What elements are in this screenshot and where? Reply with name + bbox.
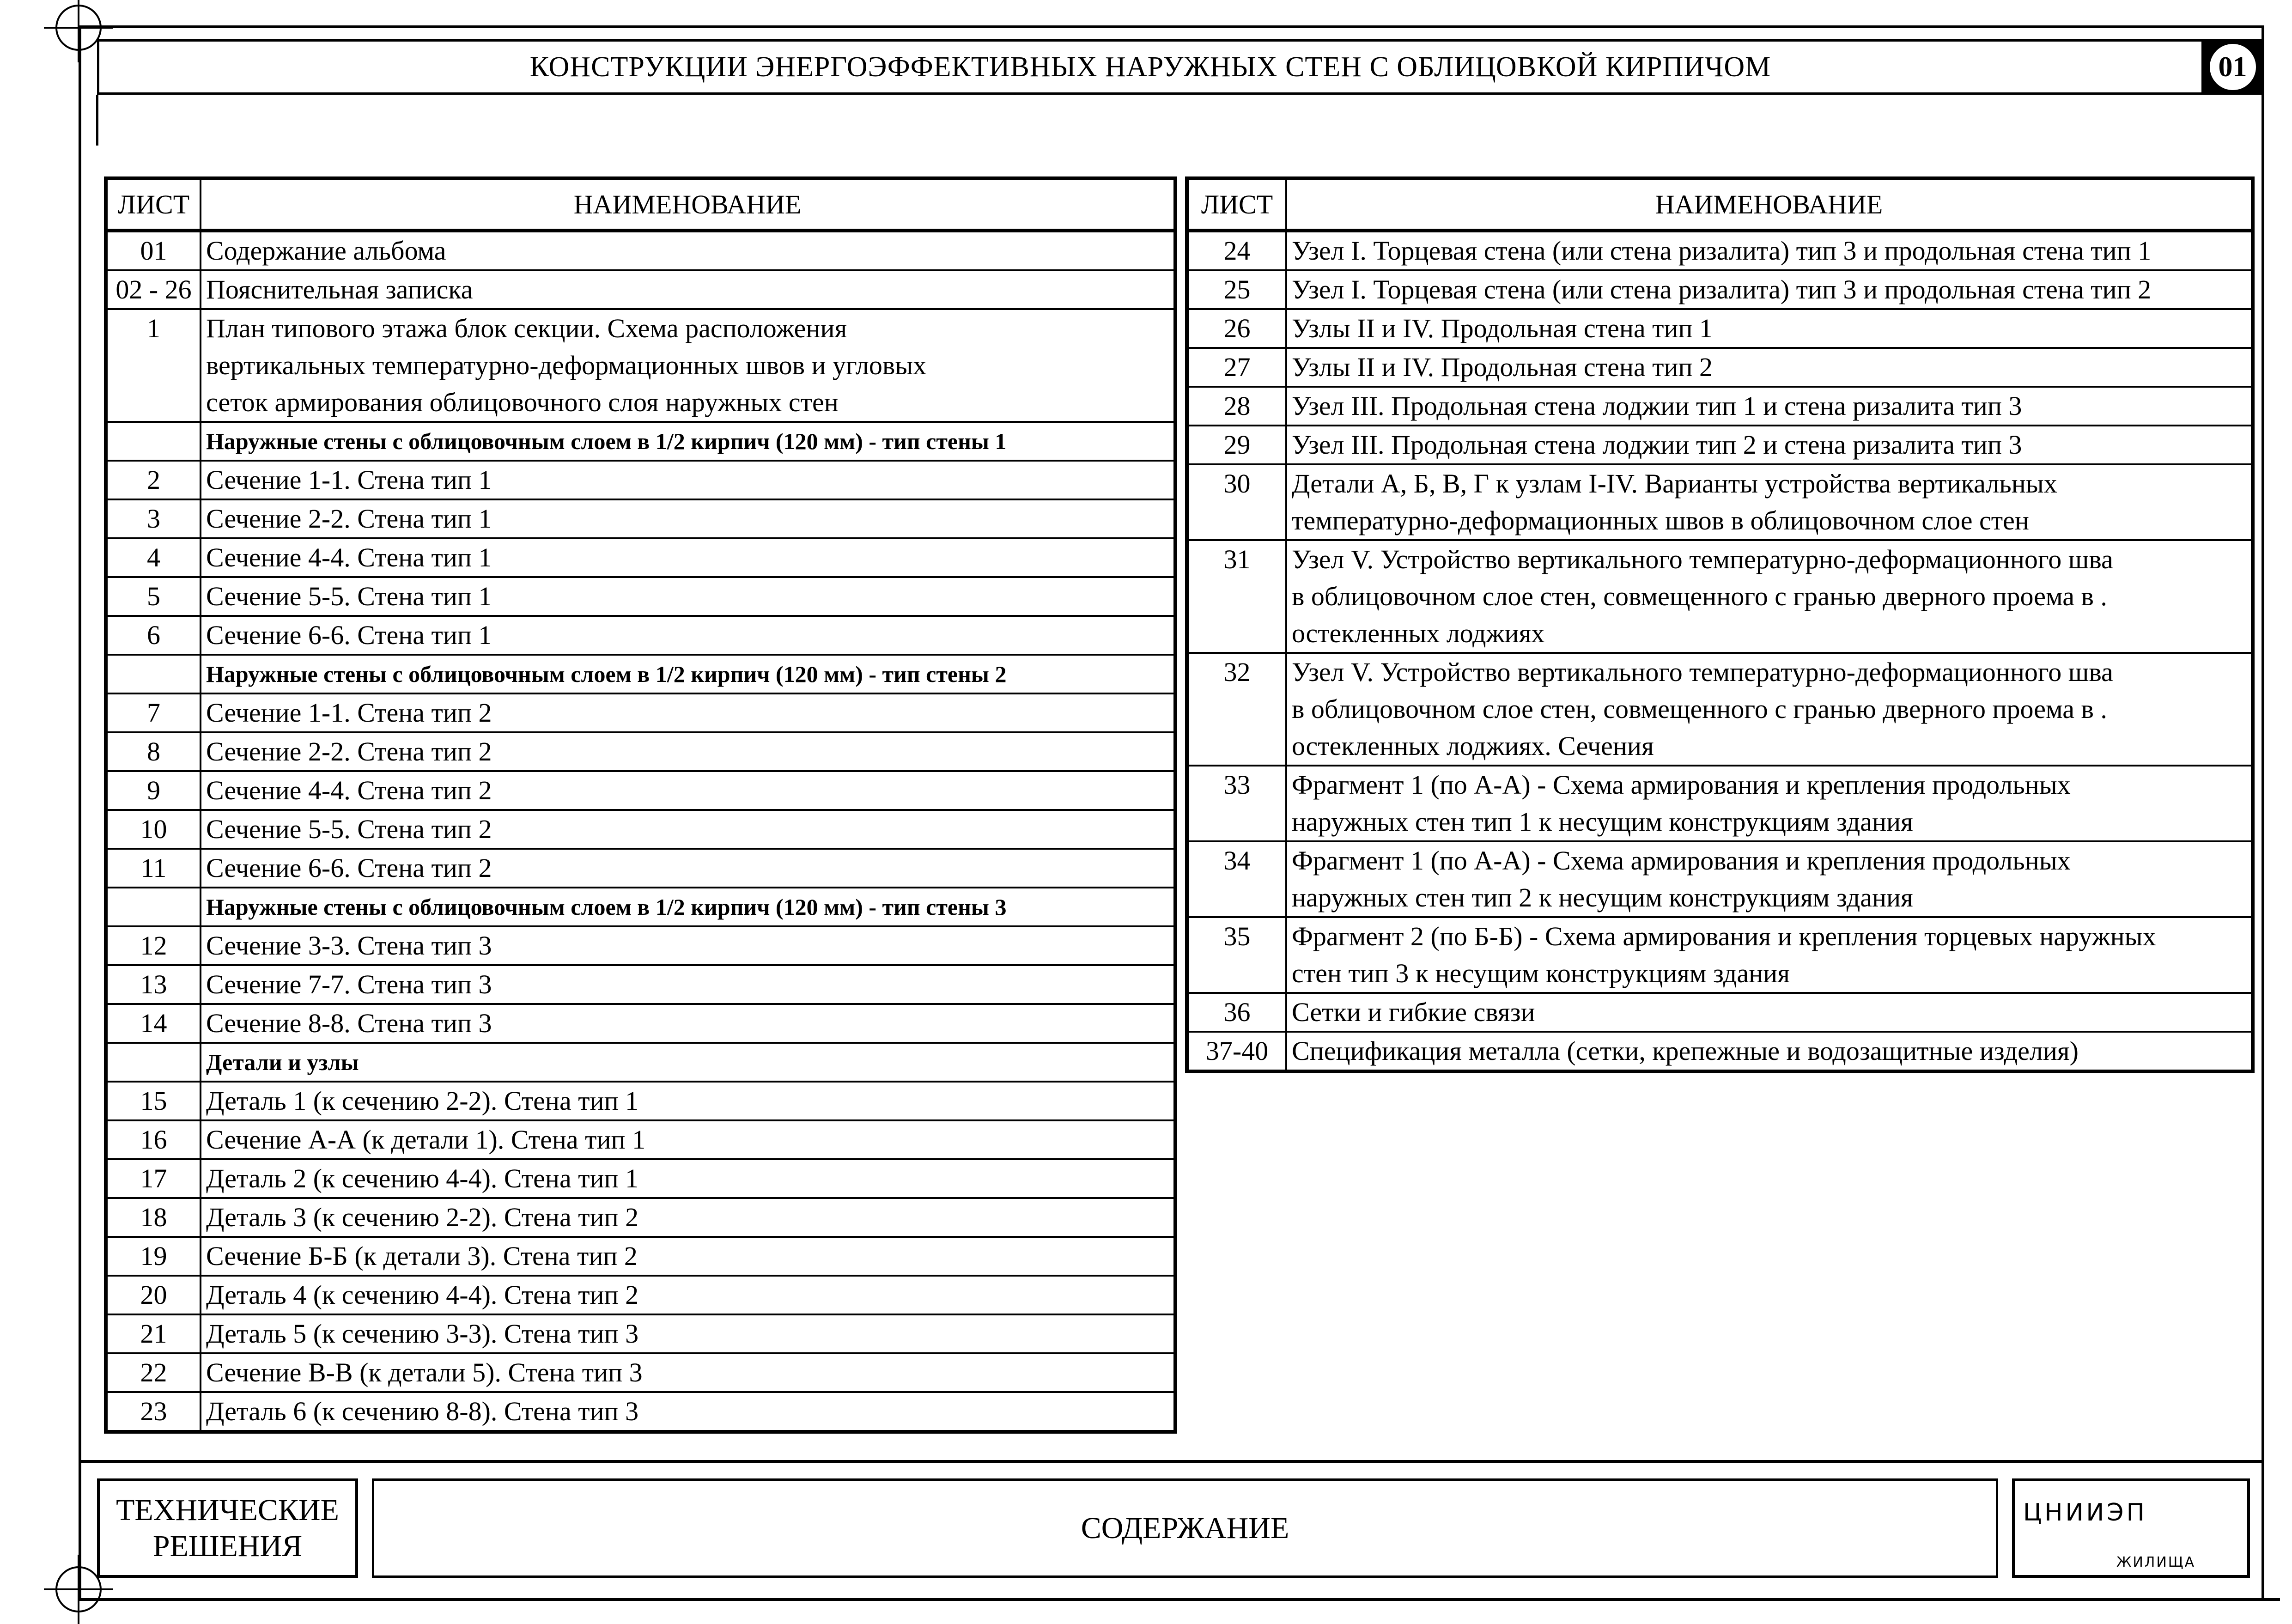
column-header-sheet: ЛИСТ [1187,178,1286,231]
sheet-number-cell: 11 [106,849,201,888]
sheet-name-line: Деталь 3 (к сечению 2-2). Стена тип 2 [206,1202,639,1232]
sheet-number-cell: 6 [106,616,201,655]
sheet-name-line: Наружные стены с облицовочным слоем в 1/2 кирпич (120 мм) - тип стены 3 [206,894,1007,920]
sheet-name-line: Сечение 5-5. Стена тип 1 [206,581,492,611]
sheet-number-cell: 33 [1187,766,1286,841]
sheet-name-line: вертикальных температурно-деформационных швов и угловых [206,350,927,380]
stamp-separator-line [79,1460,2262,1463]
sheet-name-cell [1286,1032,2253,1071]
sheet-number-cell: 27 [1187,348,1286,387]
sheet-name-line: Содержание альбома [206,236,446,266]
table-row [1187,917,2253,993]
sheet-name-cell [201,693,1175,732]
sheet-number-cell: 24 [1187,231,1286,270]
sheet-number-cell: 02 - 26 [106,270,201,309]
table-row [106,693,1175,732]
sheet-name-line: Пояснительная записка [206,274,473,304]
sheet-name-line: остекленных лоджиях [1292,618,1545,648]
table-row [1187,841,2253,917]
sheet-name-cell [201,538,1175,577]
stamp-document-type-line2: РЕШЕНИЯ [152,1529,303,1563]
table-row [1187,766,2253,841]
sheet-name-cell [201,1082,1175,1120]
sheet-number-cell: 7 [106,693,201,732]
sheet-name-line: Деталь 4 (к сечению 4-4). Стена тип 2 [206,1280,639,1310]
section-title-cell [201,888,1175,926]
table-row [106,1353,1175,1392]
section-header-row [106,422,1175,461]
album-title-box [97,39,2204,95]
sheet-number-cell: 25 [1187,270,1286,309]
sheet-number-cell: 17 [106,1159,201,1198]
sheet-name-cell [201,1392,1175,1432]
column-header-sheet: ЛИСТ [106,178,201,231]
table-row [106,577,1175,616]
sheet-name-line: Сечение 5-5. Стена тип 2 [206,814,492,844]
sheet-number-cell: 14 [106,1004,201,1043]
sheet-number-cell: 4 [106,538,201,577]
sheet-name-line: Сечение Б-Б (к детали 3). Стена тип 2 [206,1241,638,1271]
sheet-name-line: температурно-деформационных швов в облицовочном слое стен [1292,505,2029,535]
sheet-name-line: Деталь 6 (к сечению 8-8). Стена тип 3 [206,1396,639,1426]
sheet-name-cell [1286,309,2253,348]
table-row [1187,309,2253,348]
organization-subtitle: ЖИЛИЩА [2116,1554,2196,1570]
sheet-number-cell: 29 [1187,426,1286,464]
sheet-name-cell [201,616,1175,655]
sheet-title: СОДЕРЖАНИЕ [1081,1511,1289,1545]
table-row [1187,270,2253,309]
sheet-name-line: Узел I. Торцевая стена (или стена ризалита) тип 3 и продольная стена тип 2 [1292,274,2152,304]
sheet-name-line: в облицовочном слое стен, совмещенного с гранью дверного проема в . [1292,581,2107,611]
table-row [106,849,1175,888]
sheet-number-cell: 19 [106,1237,201,1276]
table-row [1187,231,2253,270]
sheet-number-cell: 8 [106,732,201,771]
organization-name: ЦНИИЭП [2023,1499,2147,1527]
page-number: 01 [2210,44,2256,90]
sheet-name-cell [1286,917,2253,993]
sheet-name-cell [201,1314,1175,1353]
sheet-name-cell [1286,426,2253,464]
contents-table-left [104,176,1177,1434]
sheet-name-cell [201,965,1175,1004]
sheet-number-cell: 9 [106,771,201,810]
sheet-name-line: Сечение 6-6. Стена тип 1 [206,620,492,650]
table-row [106,309,1175,422]
sheet-name-line: Сечение 2-2. Стена тип 2 [206,736,492,766]
sheet-name-cell [1286,387,2253,426]
sheet-name-line: Узел III. Продольная стена лоджии тип 1 и стена ризалита тип 3 [1292,391,2022,421]
sheet-number-cell: 21 [106,1314,201,1353]
sheet-name-line: Сечение 6-6. Стена тип 2 [206,853,492,883]
sheet-number-cell: 37-40 [1187,1032,1286,1071]
sheet-name-cell [201,577,1175,616]
table-row [106,1237,1175,1276]
sheet-number-cell: 28 [1187,387,1286,426]
table-row [106,538,1175,577]
table-row [106,499,1175,538]
sheet-name-line: Деталь 5 (к сечению 3-3). Стена тип 3 [206,1319,639,1349]
sheet-name-line: Спецификация металла (сетки, крепежные и водозащитные изделия) [1292,1036,2079,1066]
table-row [106,771,1175,810]
sheet-name-cell [1286,993,2253,1032]
stamp-sheet-title [372,1478,1998,1578]
sheet-number-cell: 26 [1187,309,1286,348]
sheet-name-cell [201,1120,1175,1159]
sheet-name-cell [201,926,1175,965]
sheet-name-cell [201,732,1175,771]
table-row [1187,426,2253,464]
section-header-row [106,1043,1175,1082]
sheet-name-line: стен тип 3 к несущим конструкциям здания [1292,958,1790,988]
sheet-number-cell [106,655,201,693]
sheet-name-line: Детали и узлы [206,1049,359,1075]
sheet-number-cell [106,888,201,926]
sheet-name-line: Фрагмент 1 (по А-А) - Схема армирования и крепления продольных [1292,845,2071,876]
sheet-name-line: Сечение 4-4. Стена тип 2 [206,775,492,805]
table-row [1187,540,2253,653]
sheet-name-cell [201,499,1175,538]
table-row [106,1198,1175,1237]
table-row [1187,1032,2253,1071]
sheet-name-cell [201,849,1175,888]
sheet-number-cell: 23 [106,1392,201,1432]
sheet-number-cell: 15 [106,1082,201,1120]
sheet-number-cell: 35 [1187,917,1286,993]
sheet-name-cell [201,771,1175,810]
sheet-number-cell: 13 [106,965,201,1004]
table-row [106,732,1175,771]
table-row [1187,653,2253,766]
sheet-name-line: Сетки и гибкие связи [1292,997,1535,1027]
sheet-number-cell: 31 [1187,540,1286,653]
section-title-cell [201,422,1175,461]
section-header-row [106,888,1175,926]
table-row [106,1276,1175,1314]
sheet-name-cell [201,1198,1175,1237]
sheet-name-cell [201,1276,1175,1314]
sheet-number-cell: 3 [106,499,201,538]
drawing-frame-right [2262,25,2264,1601]
section-title-cell [201,655,1175,693]
contents-table-right [1185,176,2255,1073]
sheet-name-line: Фрагмент 2 (по Б-Б) - Схема армирования и крепления торцевых наружных [1292,921,2156,951]
sheet-name-line: Сечение 8-8. Стена тип 3 [206,1008,492,1038]
sheet-number-cell: 10 [106,810,201,849]
sheet-name-line: Узел V. Устройство вертикального температурно-деформационного шва [1292,544,2113,574]
sheet-number-cell: 34 [1187,841,1286,917]
sheet-name-cell [201,1353,1175,1392]
sheet-name-cell [1286,766,2253,841]
sheet-name-cell [201,309,1175,422]
stamp-document-type [97,1478,358,1578]
table-row [106,1082,1175,1120]
album-title: КОНСТРУКЦИИ ЭНЕРГОЭФФЕКТИВНЫХ НАРУЖНЫХ СТЕН С ОБЛИЦОВКОЙ КИРПИЧОМ [529,51,1771,83]
sheet-name-line: Фрагмент 1 (по А-А) - Схема армирования и крепления продольных [1292,770,2071,800]
sheet-name-cell [1286,841,2253,917]
sheet-name-line: Деталь 2 (к сечению 4-4). Стена тип 1 [206,1163,639,1193]
table-row [1187,464,2253,540]
table-row [1187,387,2253,426]
sheet-number-cell: 36 [1187,993,1286,1032]
section-header-row [106,655,1175,693]
sheet-name-line: Детали А, Б, В, Г к узлам I-IV. Варианты устройства вертикальных [1292,468,2057,499]
sheet-name-cell [1286,270,2253,309]
column-header-name: НАИМЕНОВАНИЕ [201,178,1175,231]
sheet-number-cell: 22 [106,1353,201,1392]
sheet-name-line: План типового этажа блок секции. Схема расположения [206,313,847,343]
sheet-name-line: Узлы II и IV. Продольная стена тип 2 [1292,352,1713,382]
sheet-number-cell: 5 [106,577,201,616]
sheet-name-line: сеток армирования облицовочного слоя наружных стен [206,387,839,417]
sheet-name-line: Сечение 4-4. Стена тип 1 [206,542,492,572]
sheet-name-line: Узел I. Торцевая стена (или стена ризалита) тип 3 и продольная стена тип 1 [1292,236,2152,266]
page-number-badge [2204,39,2262,95]
table-row [106,1314,1175,1353]
sheet-number-cell: 20 [106,1276,201,1314]
table-row [106,461,1175,499]
sheet-number-cell: 12 [106,926,201,965]
table-row [106,810,1175,849]
sheet-name-cell [201,810,1175,849]
sheet-name-cell [201,270,1175,309]
sheet-number-cell: 2 [106,461,201,499]
column-header-name: НАИМЕНОВАНИЕ [1286,178,2253,231]
sheet-name-line: в облицовочном слое стен, совмещенного с гранью дверного проема в . [1292,694,2107,724]
stamp-document-type-line1: ТЕХНИЧЕСКИЕ [116,1493,339,1527]
sheet-name-line: Узел V. Устройство вертикального температурно-деформационного шва [1292,657,2113,687]
section-title-cell [201,1043,1175,1082]
sheet-name-cell [201,231,1175,270]
table-row [106,270,1175,309]
sheet-name-cell [201,1159,1175,1198]
sheet-name-line: Сечение В-В (к детали 5). Стена тип 3 [206,1357,643,1387]
table-row [106,1159,1175,1198]
sheet-name-line: Деталь 1 (к сечению 2-2). Стена тип 1 [206,1086,639,1116]
table-row [106,926,1175,965]
sheet-name-cell [1286,464,2253,540]
table-row [1187,993,2253,1032]
sheet-name-line: наружных стен тип 1 к несущим конструкциям здания [1292,807,1913,837]
sheet-name-cell [1286,231,2253,270]
table-row [1187,348,2253,387]
sheet-number-cell [106,1043,201,1082]
sheet-number-cell: 16 [106,1120,201,1159]
table-row [106,1004,1175,1043]
table-row [106,231,1175,270]
sheet-name-cell [1286,653,2253,766]
sheet-name-line: Сечение 7-7. Стена тип 3 [206,969,492,999]
sheet-name-cell [201,1004,1175,1043]
sheet-name-line: Сечение 1-1. Стена тип 1 [206,465,492,495]
sheet-name-line: Сечение 3-3. Стена тип 3 [206,931,492,961]
sheet-number-cell [106,422,201,461]
stamp-organization [2012,1478,2250,1578]
frame-tick [96,95,98,146]
sheet-name-line: Сечение 2-2. Стена тип 1 [206,504,492,534]
sheet-name-line: Наружные стены с облицовочным слоем в 1/2 кирпич (120 мм) - тип стены 2 [206,661,1007,687]
sheet-name-line: Сечение 1-1. Стена тип 2 [206,698,492,728]
sheet-number-cell: 1 [106,309,201,422]
sheet-name-line: Сечение А-А (к детали 1). Стена тип 1 [206,1125,646,1155]
sheet-name-cell [1286,348,2253,387]
table-row [106,965,1175,1004]
sheet-name-line: Узлы II и IV. Продольная стена тип 1 [1292,313,1713,343]
sheet-number-cell: 18 [106,1198,201,1237]
sheet-number-cell: 30 [1187,464,1286,540]
sheet-name-line: наружных стен тип 2 к несущим конструкциям здания [1292,882,1913,912]
sheet-name-line: остекленных лоджиях. Сечения [1292,731,1654,761]
sheet-name-line: Узел III. Продольная стена лоджии тип 2 и стена ризалита тип 3 [1292,430,2022,460]
sheet-number-cell: 32 [1187,653,1286,766]
table-row [106,1120,1175,1159]
table-row [106,616,1175,655]
sheet-name-line: Наружные стены с облицовочным слоем в 1/2 кирпич (120 мм) - тип стены 1 [206,428,1007,454]
sheet-name-cell [201,461,1175,499]
sheet-name-cell [1286,540,2253,653]
table-row [106,1392,1175,1432]
sheet-name-cell [201,1237,1175,1276]
sheet-number-cell: 01 [106,231,201,270]
